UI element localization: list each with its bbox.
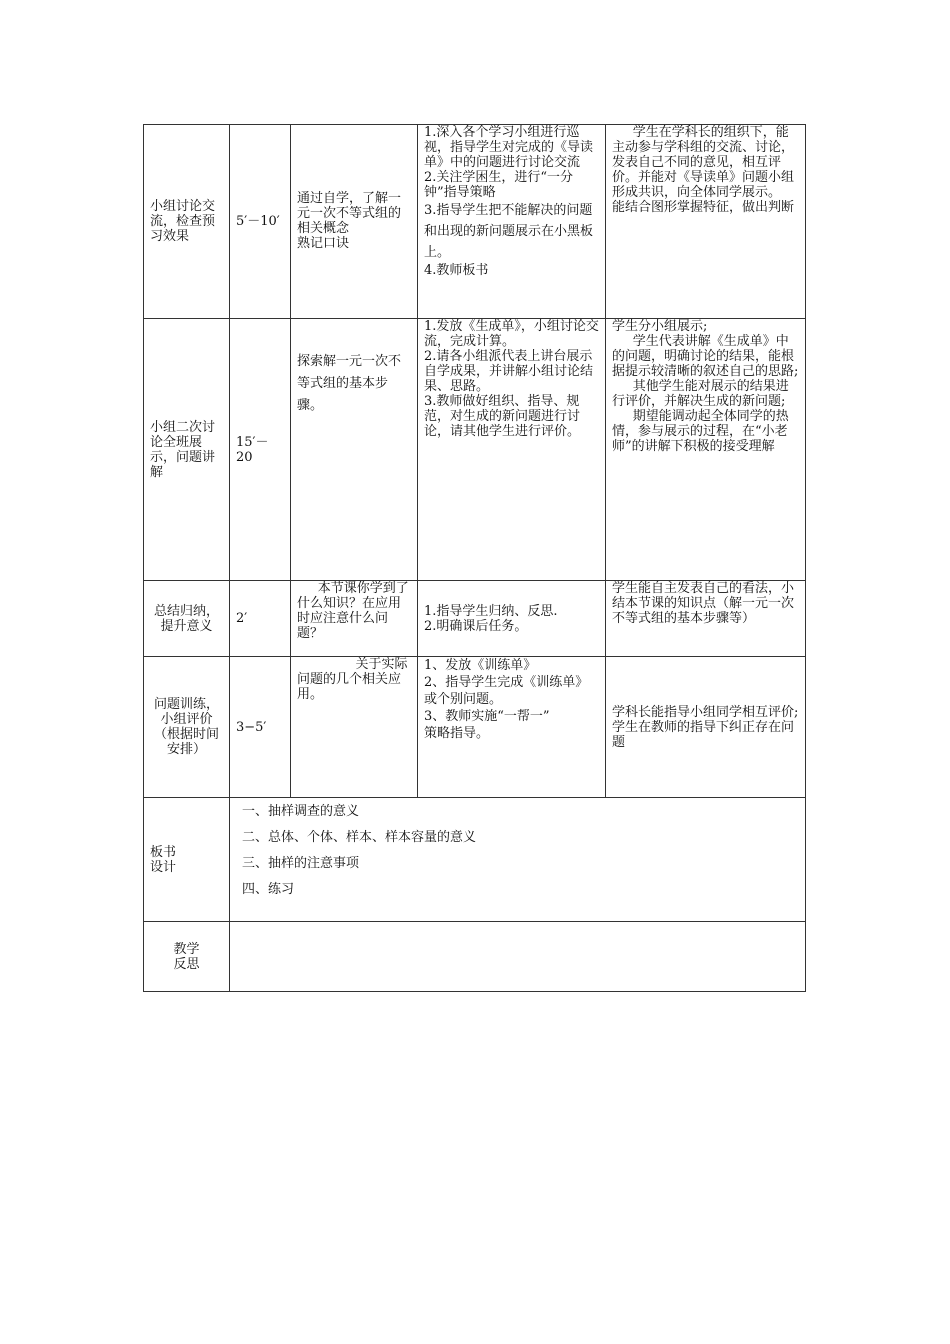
stage-text: 小组讨论交流，检查预习效果 xyxy=(150,199,216,244)
content-cell xyxy=(291,125,418,319)
teacher-activity: 4.教师板书 xyxy=(424,263,489,278)
stage-text: 问题训练，小组评价（根据时间安排） xyxy=(153,697,219,757)
student-cell xyxy=(606,581,806,657)
stage-text: 总结归纳，提升意义 xyxy=(153,603,219,634)
time-text: 15′－20 xyxy=(236,434,269,465)
board-line: 二、总体、个体、样本、样本容量的意义 xyxy=(242,830,477,845)
student-activity: 学生在教师的指导下纠正存在问题 xyxy=(612,719,795,750)
teacher-activity: 1、发放《训练单》 xyxy=(424,658,537,673)
student-activity: 学生在学科长的组织下，能主动参与学科组的交流、讨论，发表自己不同的意见，相互评价。并能对《导读单》问题小组形成共识，向全体同学展示。 xyxy=(612,125,795,200)
table-row xyxy=(144,657,806,798)
board-label: 板书设计 xyxy=(150,844,177,875)
content-cell xyxy=(291,657,418,798)
teacher-cell xyxy=(418,657,606,798)
time-cell xyxy=(230,319,291,581)
stage-text: 小组二次讨论全班展示，问题讲解 xyxy=(150,419,216,480)
student-activity: 学生分小组展示; xyxy=(612,319,708,334)
content-cell xyxy=(291,581,418,657)
student-activity: 学生能自主发表自己的看法，小结本节课的知识点（解一元一次不等式组的基本步骤等） xyxy=(612,581,795,626)
time-text: 5′－10′ xyxy=(236,214,280,229)
student-cell xyxy=(606,319,806,581)
time-cell xyxy=(230,657,291,798)
stage-cell xyxy=(144,125,230,319)
board-content-cell xyxy=(230,798,806,922)
student-activity: 学科长能指导小组同学相互评价; xyxy=(612,704,799,720)
teacher-activity: 2.请各小组派代表上讲台展示自学成果，并讲解小组讨论结果、思路。 xyxy=(424,349,594,394)
time-text: 2′ xyxy=(236,611,248,626)
board-label-cell xyxy=(144,798,230,922)
table-row xyxy=(144,798,806,922)
content-cell xyxy=(291,319,418,581)
reflection-content xyxy=(230,922,805,926)
content-line: 探索解一元一次不等式组的基本步骤。 xyxy=(297,354,402,413)
reflection-label: 教学反思 xyxy=(173,941,200,972)
table-row xyxy=(144,922,806,992)
teacher-activity: 2.明确课后任务。 xyxy=(424,618,528,634)
student-cell xyxy=(606,125,806,319)
table-row xyxy=(144,125,806,319)
student-activity: 学生代表讲解《生成单》中的问题，明确讨论的结果，能根据提示较清晰的叙述自己的思路; xyxy=(612,334,799,379)
content-line: 通过自学，了解一元一次不等式组的相关概念 xyxy=(297,190,402,236)
teacher-cell xyxy=(418,319,606,581)
teacher-cell xyxy=(418,125,606,319)
student-activity: 能结合图形掌握特征，做出判断 xyxy=(612,200,795,215)
board-line: 四、练习 xyxy=(242,882,295,897)
lesson-plan-table xyxy=(143,124,806,992)
time-cell xyxy=(230,125,291,319)
teacher-activity: 1.发放《生成单》，小组讨论交流，完成计算。 xyxy=(424,319,599,349)
teacher-cell xyxy=(418,581,606,657)
content-line: 本节课你学到了什么知识？在应用时应注意什么问题？ xyxy=(297,581,409,641)
stage-cell xyxy=(144,581,230,657)
table-row xyxy=(144,581,806,657)
teacher-activity: 1.深入各个学习小组进行巡视，指导学生对完成的《导读单》中的问题进行讨论交流 xyxy=(424,125,594,170)
stage-cell xyxy=(144,657,230,798)
student-cell xyxy=(606,657,806,798)
table-row xyxy=(144,319,806,581)
teacher-activity: 3、教师实施“一帮一” xyxy=(424,709,550,724)
time-text: 3−5′ xyxy=(236,719,267,735)
teacher-activity: 2、指导学生完成《训练单》或个别问题。 xyxy=(424,675,589,707)
content-line: 熟记口诀 xyxy=(297,235,350,251)
teacher-activity: 3.教师做好组织、指导、规范，对生成的新问题进行讨论，请其他学生进行评价。 xyxy=(424,394,581,439)
student-activity: 期望能调动起全体同学的热情，参与展示的过程，在“小老师”的讲解下积极的接受理解 xyxy=(612,409,789,454)
time-cell xyxy=(230,581,291,657)
student-activity: 其他学生能对展示的结果进行评价，并解决生成的新问题; xyxy=(612,379,789,409)
reflection-label-cell xyxy=(144,922,230,992)
teacher-activity: 2.关注学困生，进行“一分钟”指导策略 xyxy=(424,170,574,200)
board-line: 三、抽样的注意事项 xyxy=(242,856,360,871)
teacher-activity: 3.指导学生把不能解决的问题和出现的新问题展示在小黑板上。 xyxy=(424,203,594,260)
teacher-activity: 策略指导。 xyxy=(424,726,490,741)
content-line: 关于实际问题的几个相关应用。 xyxy=(297,657,408,702)
teacher-activity: 1.指导学生归纳、反思. xyxy=(424,603,558,619)
reflection-content-cell xyxy=(230,922,806,992)
board-line: 一、抽样调查的意义 xyxy=(242,804,360,819)
stage-cell xyxy=(144,319,230,581)
